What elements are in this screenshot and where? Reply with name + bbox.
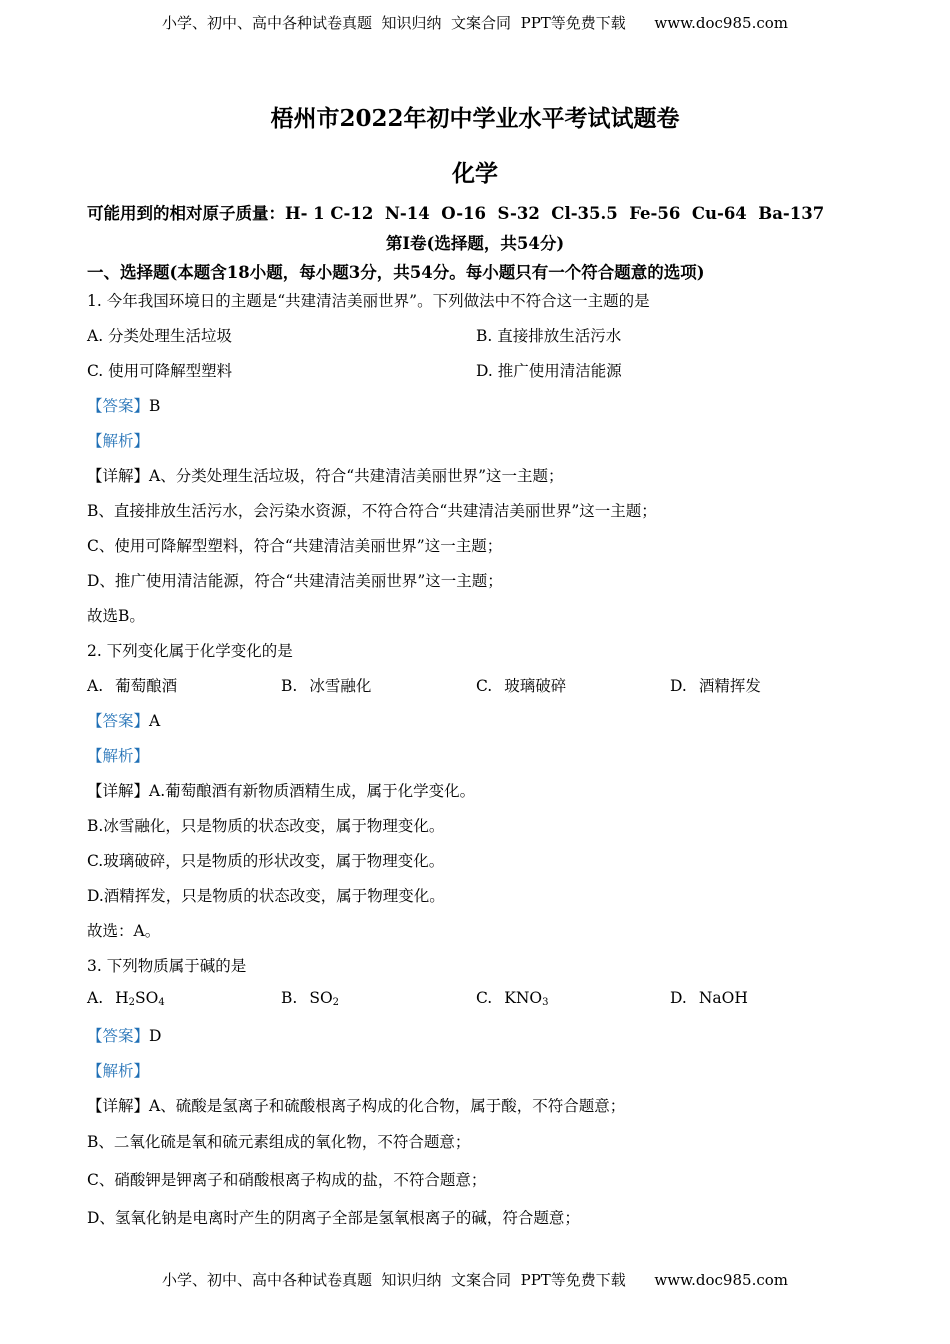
q2-detail-line: D.酒精挥发，只是物质的状态改变，属于物理变化。 — [87, 887, 445, 905]
q2-option-d — [670, 674, 761, 696]
q2-answer — [87, 709, 160, 731]
formula-part: H — [115, 989, 129, 1007]
q3-option-b — [281, 989, 339, 1008]
q3-option-c — [476, 989, 548, 1008]
q2-analysis — [87, 744, 149, 766]
formula-subscript: 2 — [332, 997, 340, 1008]
page-footer: 小学、初中、高中各种试卷真题 知识归纳 文案合同 PPT等免费下载 www.doc985.com — [161, 1271, 788, 1289]
q2-option-b — [281, 674, 371, 696]
q1-option-b: B. 直接排放生活污水 — [476, 327, 622, 345]
q2-detail-line: C.玻璃破碎，只是物质的形状改变，属于物理变化。 — [87, 852, 445, 870]
q2-detail-line — [87, 779, 475, 801]
q2-detail-text: A.葡萄酿酒有新物质酒精生成，属于化学变化。 — [149, 782, 476, 800]
option-text: 葡萄酿酒 — [115, 677, 178, 695]
formula-part: KNO — [504, 989, 543, 1007]
q3-answer-value: D — [149, 1027, 162, 1045]
page-header: 小学、初中、高中各种试卷真题 知识归纳 文案合同 PPT等免费下载 www.doc985.com — [161, 14, 788, 32]
answer-tag: 【答案】 — [87, 397, 150, 415]
option-letter: B. — [281, 677, 298, 695]
q1-conclusion: 故选B。 — [87, 607, 145, 625]
q1-detail-line: B、直接排放生活污水，会污染水资源，不符合符合“共建清洁美丽世界”这一主题； — [87, 502, 657, 520]
q1-detail-line — [87, 464, 564, 486]
answer-tag: 【答案】 — [87, 1027, 150, 1045]
formula-part: SO — [309, 989, 333, 1007]
q2-stem: 2. 下列变化属于化学变化的是 — [87, 642, 293, 660]
analysis-tag: 【解析】 — [87, 747, 150, 765]
analysis-tag: 【解析】 — [87, 432, 150, 450]
q1-option-a: A. 分类处理生活垃圾 — [87, 327, 233, 345]
detail-tag: 【详解】 — [87, 1097, 150, 1115]
option-text: 酒精挥发 — [698, 677, 761, 695]
exam-title: 梧州市2022年初中学业水平考试试题卷 — [270, 105, 680, 132]
q3-option-d — [670, 989, 748, 1007]
q2-detail-line: B.冰雪融化，只是物质的状态改变，属于物理变化。 — [87, 817, 445, 835]
q2-option-a — [87, 674, 177, 696]
option-letter: A. — [87, 677, 104, 695]
q2-conclusion: 故选：A。 — [87, 922, 161, 940]
subject-title: 化学 — [452, 160, 498, 187]
formula-part: NaOH — [698, 989, 748, 1007]
option-letter: B. — [281, 989, 298, 1007]
formula-part: SO — [135, 989, 159, 1007]
atomic-masses: 可能用到的相对原子质量：H- 1 C-12 N-14 O-16 S-32 Cl-35.5 Fe-56 Cu-64 Ba-137 — [87, 204, 825, 223]
q3-detail-line: D、氢氧化钠是电离时产生的阴离子全部是氢氧根离子的碱，符合题意； — [87, 1209, 580, 1227]
option-letter: C. — [476, 989, 493, 1007]
option-letter: C. — [476, 677, 493, 695]
formula-subscript: 4 — [158, 997, 165, 1008]
formula-subscript: 3 — [542, 997, 549, 1008]
q1-detail-line: C、使用可降解型塑料，符合“共建清洁美丽世界”这一主题； — [87, 537, 503, 555]
q3-detail-line: C、硝酸钾是钾离子和硝酸根离子构成的盐，不符合题意； — [87, 1171, 487, 1189]
q3-answer — [87, 1024, 161, 1046]
detail-tag: 【详解】 — [87, 467, 150, 485]
option-letter: D. — [670, 677, 687, 695]
option-letter: D. — [670, 989, 687, 1007]
q1-detail-text: A、分类处理生活垃圾，符合“共建清洁美丽世界”这一主题； — [149, 467, 564, 485]
q1-answer-value: B — [149, 397, 161, 415]
q1-option-c: C. 使用可降解型塑料 — [87, 362, 233, 380]
option-letter: A. — [87, 989, 104, 1007]
formula-subscript: 2 — [128, 997, 136, 1008]
analysis-tag: 【解析】 — [87, 1062, 150, 1080]
q3-detail-line — [87, 1094, 625, 1116]
section-title: 一、选择题(本题含18小题，每小题3分，共54分。每小题只有一个符合题意的选项) — [87, 263, 705, 282]
q1-analysis — [87, 429, 149, 451]
q3-option-a — [87, 989, 165, 1008]
q1-answer — [87, 394, 160, 416]
answer-tag: 【答案】 — [87, 712, 150, 730]
q1-detail-line: D、推广使用清洁能源，符合“共建清洁美丽世界”这一主题； — [87, 572, 503, 590]
option-text: 冰雪融化 — [309, 677, 372, 695]
q1-option-d: D. 推广使用清洁能源 — [476, 362, 622, 380]
q3-detail-text: A、硫酸是氢离子和硫酸根离子构成的化合物，属于酸，不符合题意； — [149, 1097, 626, 1115]
detail-tag: 【详解】 — [87, 782, 150, 800]
q2-option-c — [476, 674, 566, 696]
option-text: 玻璃破碎 — [504, 677, 567, 695]
part-title: 第Ⅰ卷(选择题，共54分) — [385, 234, 565, 253]
q3-stem: 3. 下列物质属于碱的是 — [87, 957, 247, 975]
q1-stem: 1. 今年我国环境日的主题是“共建清洁美丽世界”。下列做法中不符合这一主题的是 — [87, 292, 650, 310]
q3-detail-line: B、二氧化硫是氧和硫元素组成的氧化物，不符合题意； — [87, 1133, 471, 1151]
q3-analysis — [87, 1059, 149, 1081]
q2-answer-value: A — [149, 712, 161, 730]
